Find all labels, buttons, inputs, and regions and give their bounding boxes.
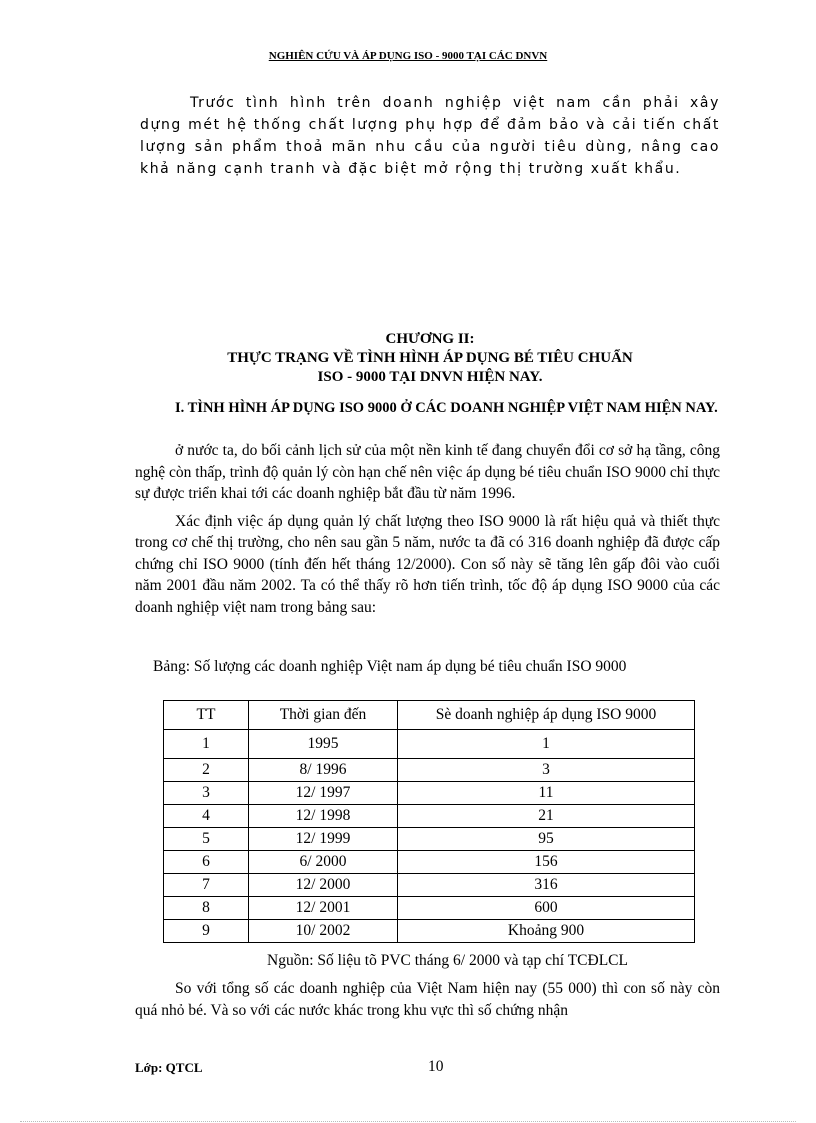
- section-heading: I. TÌNH HÌNH ÁP DỤNG ISO 9000 Ở CÁC DOANH NGHIỆP VIỆT NAM HIỆN NAY.: [175, 400, 718, 416]
- table-row: [164, 828, 695, 851]
- table-cell: 10/ 2002: [249, 920, 398, 943]
- table-row: [164, 874, 695, 897]
- table-cell: 1: [164, 730, 249, 759]
- column-header-time: Thời gian đến: [249, 701, 398, 730]
- table-cell: 3: [398, 759, 695, 782]
- table-cell: 9: [164, 920, 249, 943]
- table-cell: 12/ 2000: [249, 874, 398, 897]
- table-cell: 1: [398, 730, 695, 759]
- intro-paragraph: Trước tình hình trên doanh nghiệp việt nam cần phải xây dựng mét hệ thống chất lượng phụ hợp để đảm bảo và cải tiến chất lượng sản phẩm thoả mãn nhu cầu của người tiêu dùng, nâng cao khả năng cạnh tranh và đặc biệt mở rộng thị trường xuất khẩu.: [140, 95, 720, 177]
- page-bottom-divider: [20, 1121, 796, 1122]
- chapter-title-line2: ISO - 9000 TẠI DNVN HIỆN NAY.: [317, 369, 543, 385]
- table-cell: 2: [164, 759, 249, 782]
- footer-class-label: Lớp: QTCL: [135, 1060, 203, 1075]
- table-row: [164, 897, 695, 920]
- section-body: [135, 440, 720, 624]
- chapter-heading: [140, 330, 720, 387]
- table-cell: 1995: [249, 730, 398, 759]
- table-row: [164, 805, 695, 828]
- table-row: [164, 759, 695, 782]
- chapter-number: CHƯƠNG II:: [385, 331, 475, 347]
- closing-paragraph: So với tổng số các doanh nghiệp của Việt Nam hiện nay (55 000) thì con số này còn quá nhỏ bé. Và so với các nước khác trong khu vực thì số chứng nhận: [135, 980, 720, 1019]
- table-cell: 8: [164, 897, 249, 920]
- column-header-count: Sè doanh nghiệp áp dụng ISO 9000: [398, 701, 695, 730]
- table-cell: 21: [398, 805, 695, 828]
- table-cell: 156: [398, 851, 695, 874]
- table-cell: 11: [398, 782, 695, 805]
- running-header: NGHIÊN CỨU VÀ ÁP DỤNG ISO - 9000 TẠI CÁC DNVN: [268, 50, 548, 62]
- chapter-title-line1: THỰC TRẠNG VỀ TÌNH HÌNH ÁP DỤNG BÉ TIÊU CHUẨN: [227, 350, 633, 366]
- table-cell: 316: [398, 874, 695, 897]
- table-cell: 12/ 1997: [249, 782, 398, 805]
- table-row: [164, 730, 695, 759]
- table-row: [164, 920, 695, 943]
- table-source: Nguồn: Số liệu tõ PVC tháng 6/ 2000 và tạp chí TCĐLCL: [267, 952, 628, 969]
- table-cell: 12/ 2001: [249, 897, 398, 920]
- table-cell: 6: [164, 851, 249, 874]
- table-row: [164, 851, 695, 874]
- closing-block: [135, 978, 720, 1022]
- table-cell: Khoảng 900: [398, 920, 695, 943]
- intro-block: [140, 92, 720, 180]
- table-cell: 12/ 1999: [249, 828, 398, 851]
- table-cell: 95: [398, 828, 695, 851]
- table-row: [164, 782, 695, 805]
- table-cell: 600: [398, 897, 695, 920]
- table-cell: 5: [164, 828, 249, 851]
- table-cell: 4: [164, 805, 249, 828]
- body-paragraph-2: Xác định việc áp dụng quản lý chất lượng theo ISO 9000 là rất hiệu quả và thiết thực trong cơ chế thị trường, cho nên sau gần 5 năm, nước ta đã có 316 doanh nghiệp đã được cấp chứng chỉ ISO 9000 (tính đến hết tháng 12/2000). Con số này sẽ tăng lên gấp đôi vào cuối năm 2001 đầu năm 2002. Ta có thể thấy rõ hơn tiến trình, tốc độ áp dụng ISO 9000 của các doanh nghiệp việt nam trong bảng sau:: [135, 512, 720, 616]
- table-cell: 8/ 1996: [249, 759, 398, 782]
- table-cell: 3: [164, 782, 249, 805]
- table-cell: 7: [164, 874, 249, 897]
- table-cell: 12/ 1998: [249, 805, 398, 828]
- column-header-tt: TT: [164, 701, 249, 730]
- iso-adoption-table: [163, 700, 695, 943]
- table-cell: 6/ 2000: [249, 851, 398, 874]
- table-header-row: [164, 701, 695, 730]
- body-paragraph-1: ở nước ta, do bối cảnh lịch sử của một nền kinh tế đang chuyển đổi cơ sở hạ tầng, công nghệ còn thấp, trình độ quản lý còn hạn chế nên việc áp dụng bé tiêu chuẩn ISO 9000 chỉ thực sự được triển khai tới các doanh nghiệp bắt đầu từ năm 1996.: [135, 442, 720, 502]
- table-caption: Bảng: Số lượng các doanh nghiệp Việt nam áp dụng bé tiêu chuẩn ISO 9000: [153, 658, 627, 675]
- page-number: 10: [428, 1058, 444, 1075]
